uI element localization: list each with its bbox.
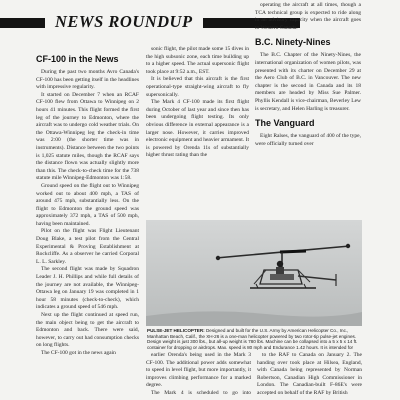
article-heading-ninety-nines: B.C. Ninety-Nines xyxy=(255,37,331,48)
helicopter-photo xyxy=(146,220,362,326)
paragraph: sonic flight, the pilot made some 15 dives in the high subsonic zone, each time building up to a higher speed. The actual supersonic flight took place at 9:52 a.m., EST. xyxy=(146,46,249,75)
paragraph: It started on December 7 when an RCAF CF-100 flew from Ottawa to Winnipeg on 2 hours 41 minutes. This flight formed the first leg of the journey to Edmonton, where the aircraft was to undergo cold weather trials. On the Ottawa-Winnipeg leg the check-in time was 2:00 (the shorter time was in instruments). Distance between the two points is 1,025 statute miles, though the RCAF says the distance flown was actually slightly more than this. The check-to-check time for the 738 statute mile Winnipeg-Edmonton was 1:58. xyxy=(36,91,139,182)
paragraph: The B.C. Chapter of the Ninety-Nines, the international organization of women pilots, was presented with its charter on December 29 at the Aero Club of B.C. in Vancouver. The new chapter is the second in Canada and its 18 members are headed by Miss Sue Palmer. Phyllis Kendall is vice-chairman, Beverley Lew is secretary, and Helen Harling is treasurer. xyxy=(255,52,361,112)
article-heading-vanguard: The Vanguard xyxy=(255,118,315,129)
paragraph: Pilot on the flight was Flight Lieutenant Doug Blake, a test pilot from the Central Experimental & Proving Establishment at Rockcliffe. As a observer he carried Corporal L. L. Sarkley. xyxy=(36,228,139,265)
paragraph: to the RAF to Canada on January 2. The handing over took place at Hilsea, England, with Canada being represented by Norman Robertson, Canadian High Commissioner in London. The Canadian-built F-86E's were accepted on behalf of the RAF by British xyxy=(257,352,362,396)
helicopter-illustration xyxy=(146,220,362,326)
caption-lead: PULSE-JET HELICOPTER: xyxy=(147,328,205,333)
paragraph: earlier Orenda's being used in the Mark 3 CF-100. The additional power adds somewhat to speed in level flight, but more importantly, it improves climbing performance for a marked degree. xyxy=(146,352,251,389)
paragraph: The Mark 4 is scheduled to go into xyxy=(151,389,251,396)
paragraph: The CF-100 got in the news again xyxy=(41,349,116,356)
paragraph: During the past two months Avro Canada's CF-100 has been getting itself in the headlines with impressive regularity. xyxy=(36,69,139,91)
masthead-title: NEWS ROUNDUP xyxy=(45,11,203,33)
paragraph: The Mark 4 CF-100 made its first flight during October of last year and since then has been undergoing flight testing. Its only obvious difference in external appearance is a larger nose. However, it carries improved electronic equipment and heavier armament. It is powered by Orenda 11s of substantially higher thrust rating than the xyxy=(146,99,249,159)
article-bottom-right xyxy=(257,352,362,398)
photo-caption xyxy=(147,328,361,350)
article-column-2 xyxy=(146,46,249,216)
paragraph: operating the aircraft at all times, though a TCA technical group is expected to ride along in an advisory capacity when the aircraft goes to Western Canada. xyxy=(255,2,361,31)
article-bottom-left xyxy=(146,352,251,398)
article-column-1 xyxy=(36,52,139,398)
paragraph: The second flight was made by Squadron Leader J. H. Phillips and while full details of the journey are not available, the Winnipeg-Ottawa leg on January 19 was completed in 1 hour 58 minutes (check-to-check), which indicates a ground speed of 546 mph. xyxy=(36,266,139,311)
paragraph: It is believed that this aircraft is the first operational-type straight-wing aircraft to fly supersonically. xyxy=(146,76,249,98)
paragraph: Eight Ralses, the vanguard of 400 of the type, were officially turned over xyxy=(255,133,361,147)
article-column-3 xyxy=(255,2,361,222)
paragraph: Next up the flight continued at speed run, the main object being to get the aircraft to Edmonton and back. There were said, however, to carry out had consumption checks on long flights. xyxy=(36,312,139,349)
paragraph: Ground speed on the flight out to Winnipeg worked out to about 400 mph, a TAS of around 475 mph, substantially less. On the flight to Edmonton the ground speed was approximately 372 mph, a TAS of 500 mph, having been maintained. xyxy=(36,182,139,227)
caption-text: Designed and built for the U.S. Army by American Helicopter Co., Inc., Manhattan Beach, Calif., the XH-26 is a one-man helicopter powered by two rotor-tip pulse-jet engines. Design weight is just 300 lbs., but all-up weight is 780 lbs. Machine can be collapsed into a 5 x 5 x 14 ft. container for dropping or airdrops. Max. speed is 80 mph and Endurance 1.42 hours. It is intended for xyxy=(147,328,358,350)
article-heading-cf100: CF-100 in the News xyxy=(36,54,119,64)
